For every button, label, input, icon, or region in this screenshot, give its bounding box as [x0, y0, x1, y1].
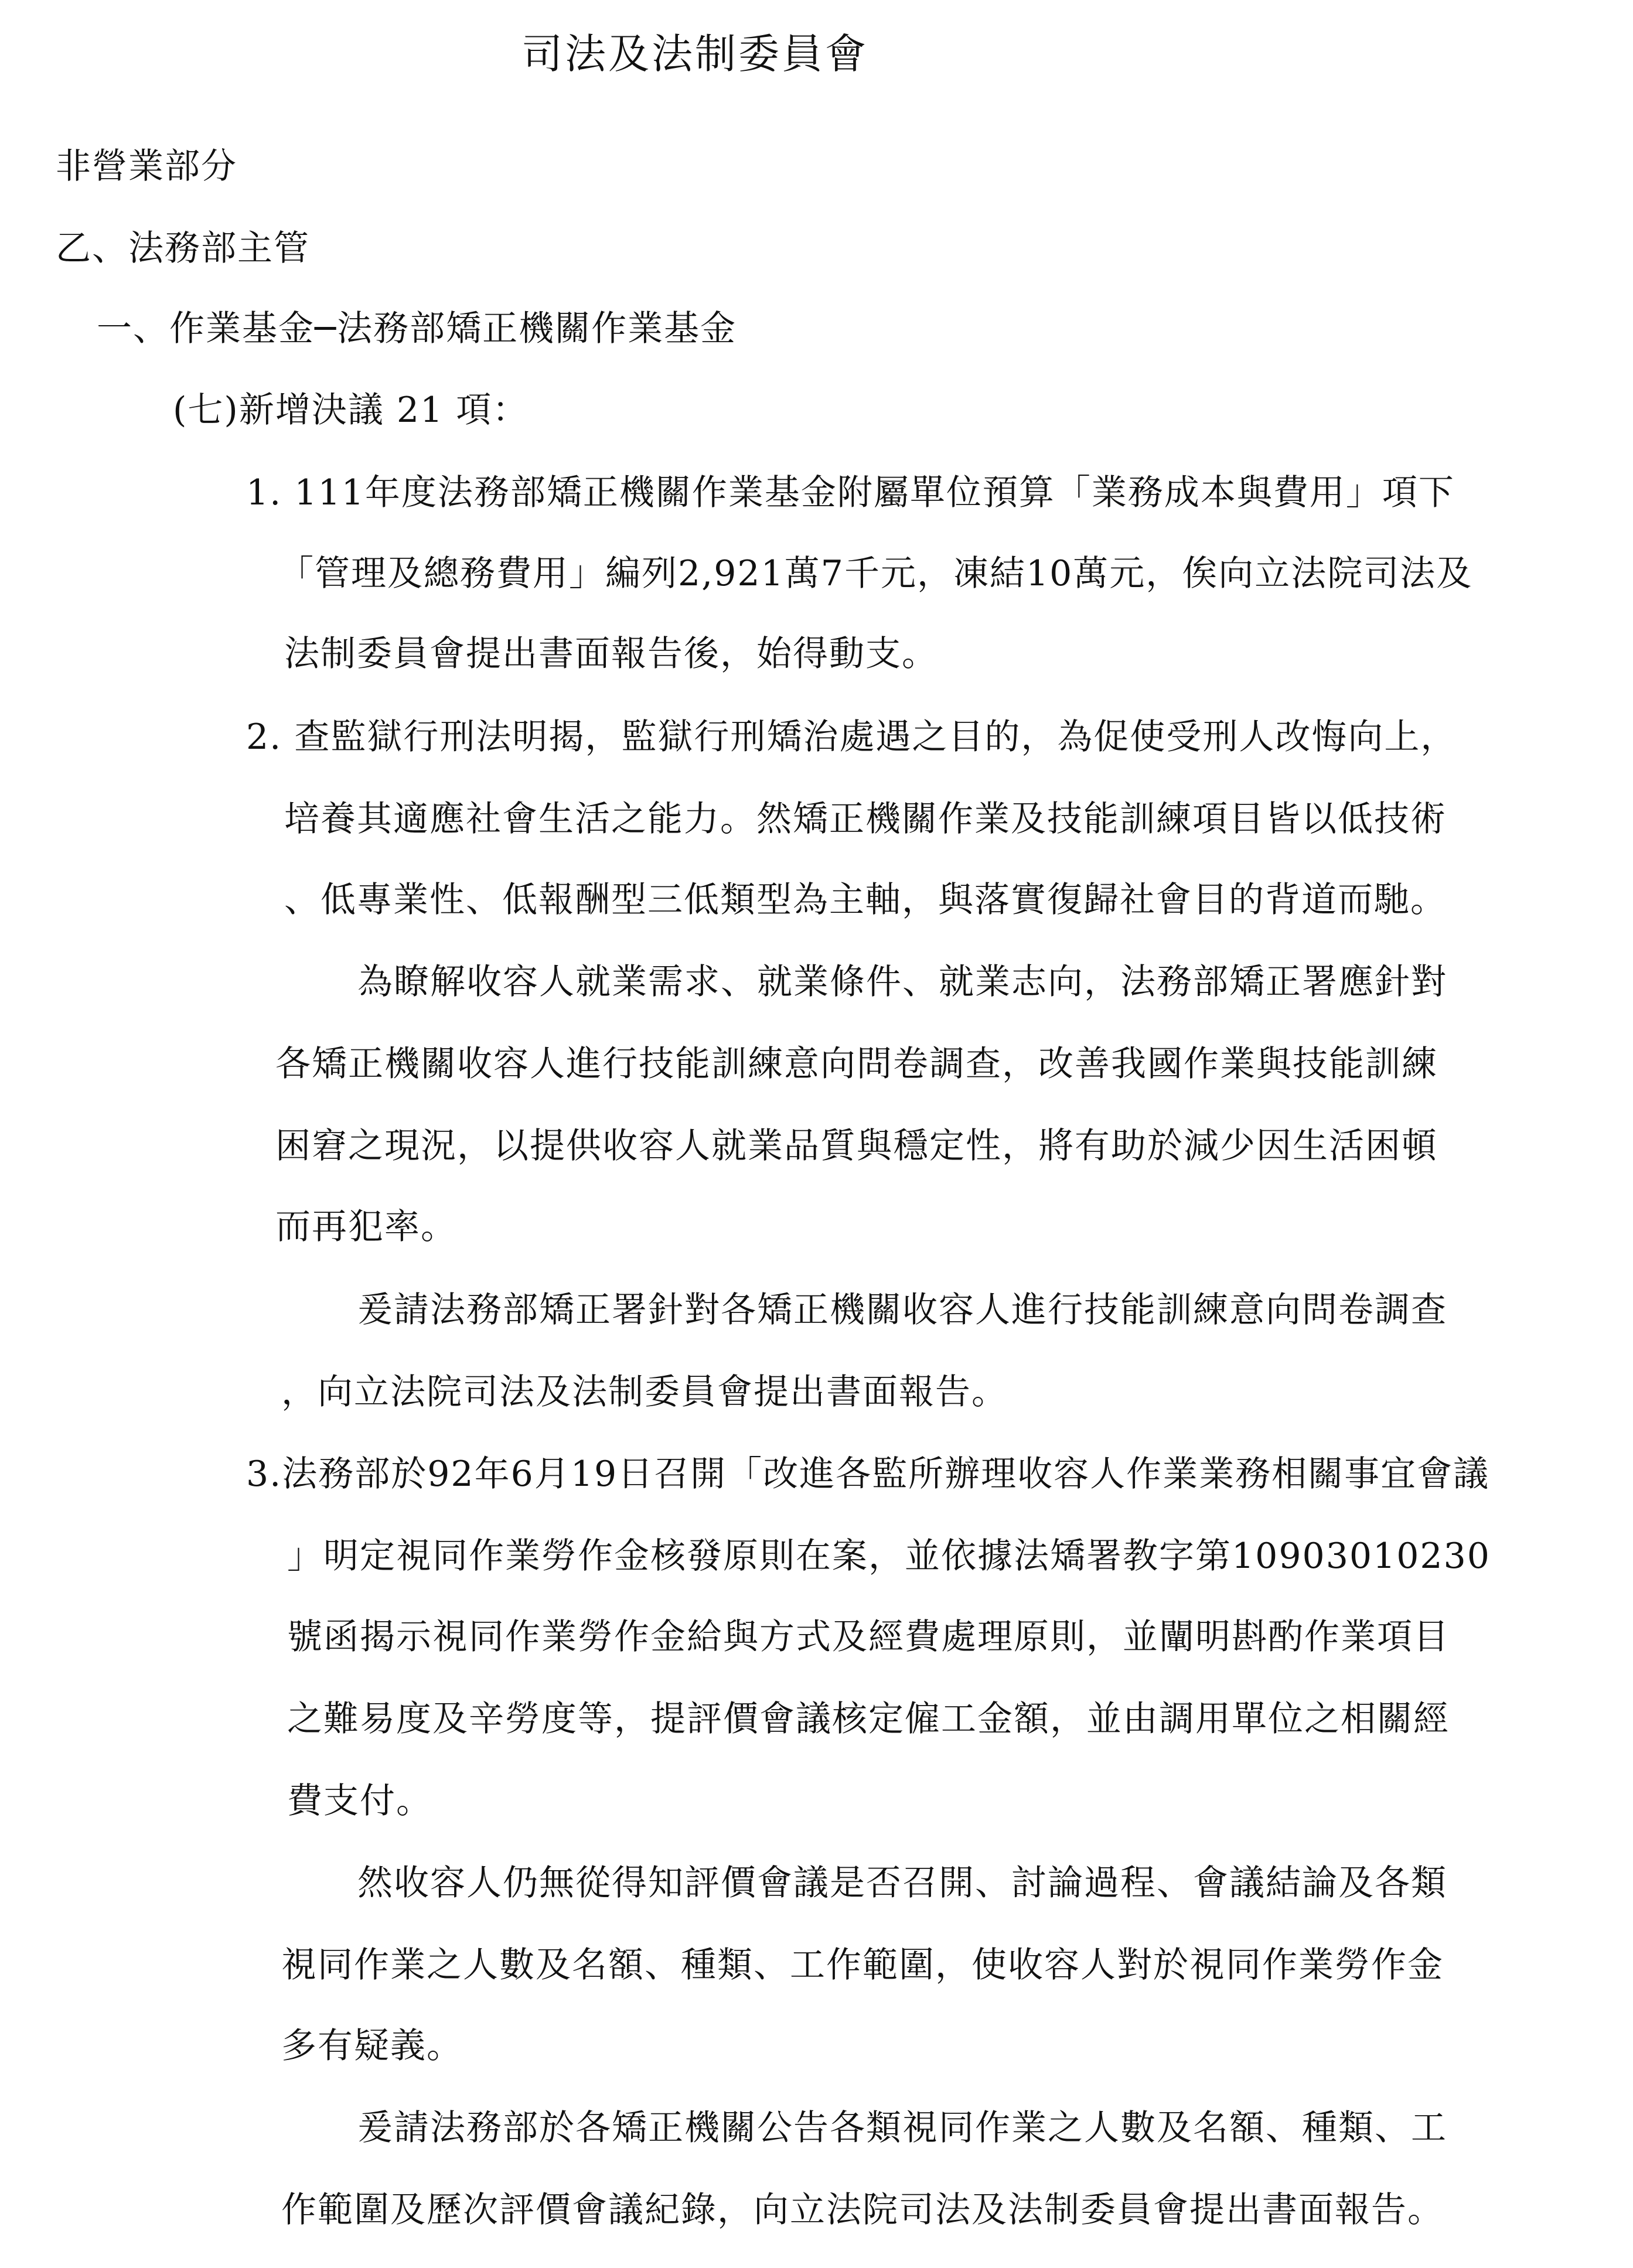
item2-line: 困窘之現況，以提供收容人就業品質與穩定性，將有助於減少因生活困頓	[275, 1126, 1438, 1167]
item1-line: 法制委員會提出書面報告後，始得動支。	[284, 633, 938, 674]
document-title: 司法及法制委員會	[521, 30, 868, 78]
item2-line: 各矯正機關收容人進行技能訓練意向問卷調查，改善我國作業與技能訓練	[275, 1043, 1438, 1084]
item2-line: 、低專業性、低報酬型三低類型為主軸，與落實復歸社會目的背道而馳。	[284, 879, 1447, 920]
item2-line: 2. 查監獄行刑法明揭，監獄行刑矯治處遇之目的，為促使受刑人改悔向上，	[246, 717, 1457, 758]
item2-line: 培養其適應社會生活之能力。然矯正機關作業及技能訓練項目皆以低技術	[284, 799, 1447, 840]
item3-line: 費支付。	[287, 1781, 432, 1822]
item3-line: 」明定視同作業勞作金核發原則在案，並依據法矯署教字第10903010230	[287, 1536, 1491, 1577]
item3-line: 爰請法務部於各矯正機關公告各類視同作業之人數及名額、種類、工	[357, 2107, 1447, 2148]
item3-line: 視同作業之人數及名額、種類、工作範圍，使收容人對於視同作業勞作金	[281, 1945, 1444, 1986]
ministry-heading: 乙、法務部主管	[56, 228, 310, 269]
item3-line: 之難易度及辛勞度等，提評價會議核定僱工金額，並由調用單位之相關經	[287, 1699, 1450, 1740]
section-heading: 非營業部分	[56, 146, 237, 187]
item3-line: 3.法務部於92年6月19日召開「改進各監所辦理收容人作業業務相關事宜會議	[246, 1454, 1490, 1495]
item3-line: 多有疑義。	[281, 2025, 463, 2066]
item3-line: 作範圍及歷次評價會議紀錄，向立法院司法及法制委員會提出書面報告。	[281, 2189, 1444, 2231]
item2-line: 而再犯率。	[275, 1206, 457, 1247]
item1-line: 「管理及總務費用」編列2,921萬7千元，凍結10萬元，俟向立法院司法及	[278, 553, 1473, 594]
item3-line: 號函揭示視同作業勞作金給與方式及經費處理原則，並闡明斟酌作業項目	[287, 1616, 1450, 1657]
item2-line: 爰請法務部矯正署針對各矯正機關收容人進行技能訓練意向問卷調查	[357, 1290, 1447, 1331]
item3-line: 然收容人仍無從得知評價會議是否召開、討論過程、會議結論及各類	[357, 1863, 1447, 1904]
item2-line: ，向立法院司法及法制委員會提出書面報告。	[281, 1372, 1008, 1413]
item2-line: 為瞭解收容人就業需求、就業條件、就業志向，法務部矯正署應針對	[357, 961, 1447, 1002]
fund-heading: 一、作業基金─法務部矯正機關作業基金	[97, 308, 737, 349]
resolutions-heading: (七)新增決議 21 項：	[173, 390, 529, 431]
item1-line: 1. 111年度法務部矯正機關作業基金附屬單位預算「業務成本與費用」項下	[246, 472, 1455, 513]
